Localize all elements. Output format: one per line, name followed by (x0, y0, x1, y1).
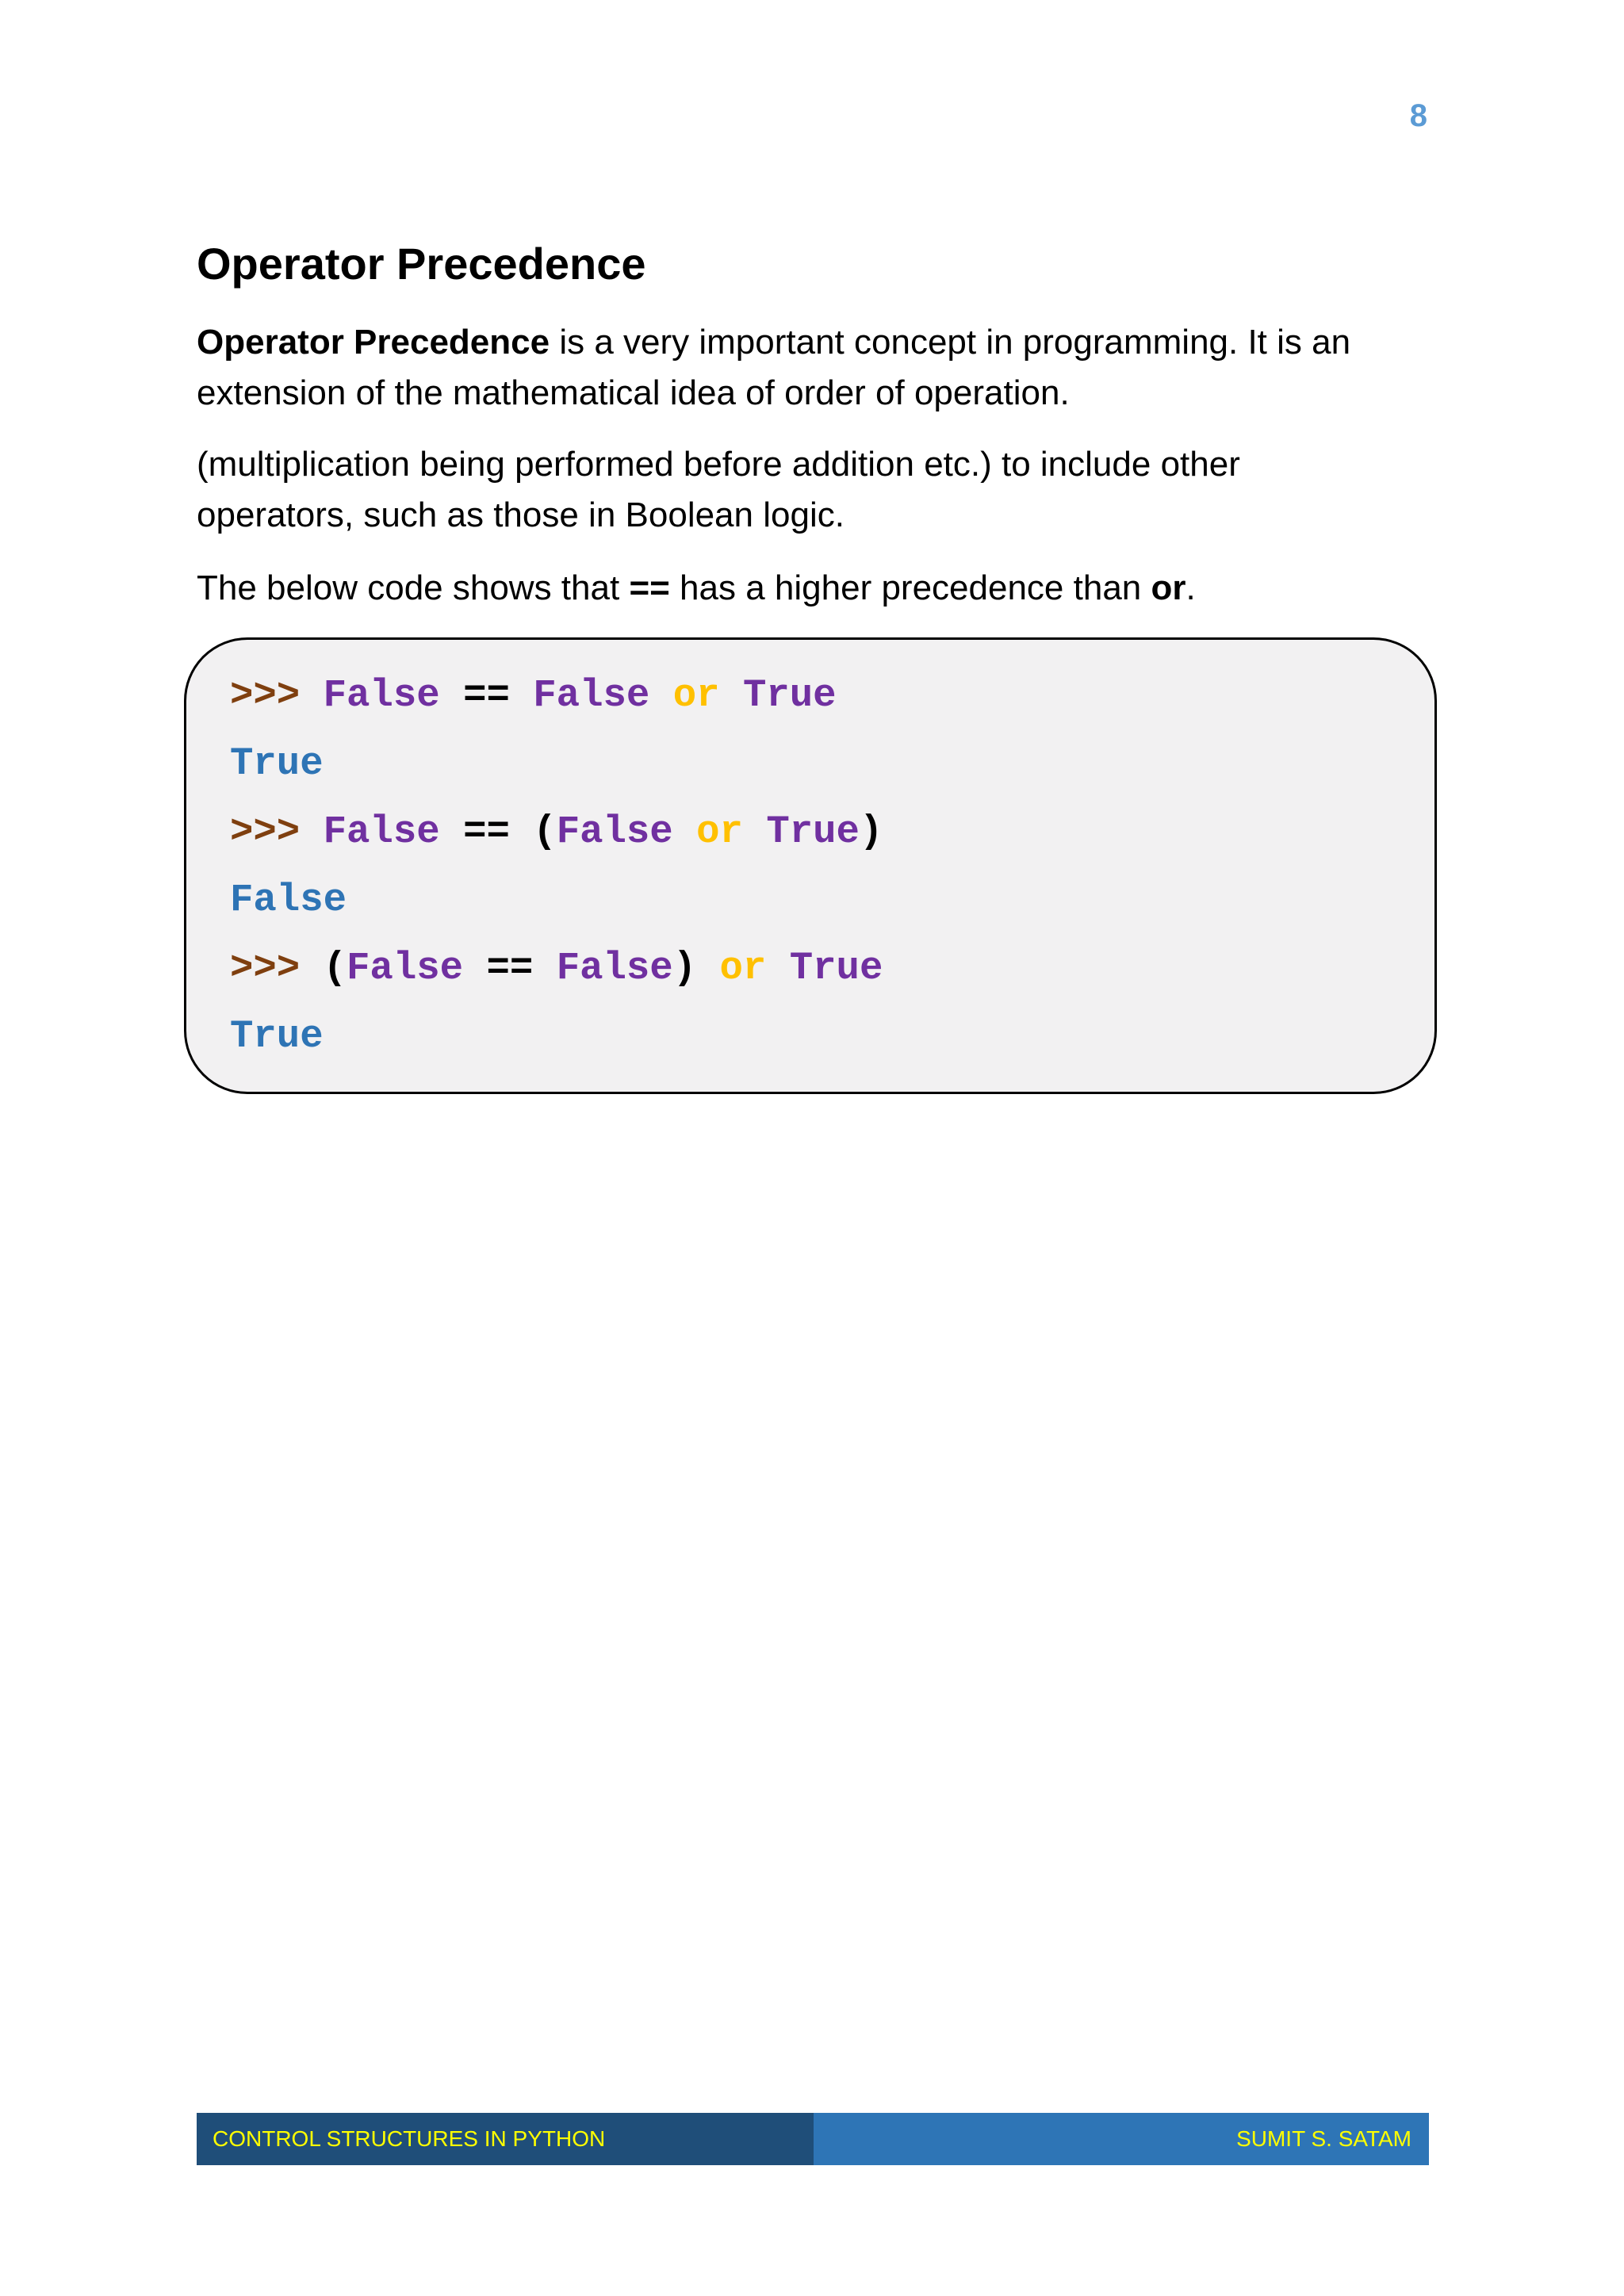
code-output: True (230, 1014, 324, 1058)
section-heading: Operator Precedence (197, 239, 646, 289)
code-line (230, 808, 883, 855)
prompt: >>> (230, 673, 301, 718)
code-block (184, 637, 1437, 1094)
paren-open: ( (323, 946, 347, 990)
paragraph-definition (197, 317, 1434, 419)
paren-close: ) (859, 809, 883, 854)
keyword-or: or (719, 946, 767, 990)
paragraph-text: The below code shows that (197, 568, 630, 607)
paragraph-text: is a very important concept in programming. It is an (550, 323, 1351, 362)
prompt: >>> (230, 809, 301, 854)
keyword-true: True (766, 809, 860, 854)
code-line (230, 672, 837, 719)
operator-eq: == (463, 809, 510, 854)
paragraph-text: extension of the mathematical idea of order of operation. (197, 373, 1070, 412)
footer-title: CONTROL STRUCTURES IN PYTHON (197, 2113, 814, 2165)
paren-close: ) (672, 946, 697, 990)
code-output: True (230, 741, 324, 786)
operator-eq: == (463, 673, 510, 718)
paragraph-text: . (1185, 568, 1196, 607)
keyword-true: True (742, 673, 837, 718)
footer-author: SUMIT S. SATAM (814, 2113, 1429, 2165)
bold-keyword: or (1151, 568, 1186, 607)
paragraph-extension (197, 439, 1434, 541)
keyword-or: or (696, 809, 743, 854)
paragraph-text: operators, such as those in Boolean logic. (197, 496, 845, 534)
keyword-false: False (556, 809, 673, 854)
keyword-false: False (323, 673, 440, 718)
bold-term: Operator Precedence (197, 323, 550, 362)
prompt: >>> (230, 946, 301, 990)
code-line (230, 944, 883, 992)
keyword-or: or (672, 673, 720, 718)
operator-eq: == (486, 946, 534, 990)
code-output: False (230, 878, 347, 922)
paragraph-text: (multiplication being performed before addition etc.) to include other (197, 445, 1240, 484)
keyword-false: False (556, 946, 673, 990)
keyword-false: False (347, 946, 464, 990)
page-number: 8 (1409, 98, 1427, 133)
paragraph-intro-code (197, 563, 1434, 614)
paren-open: ( (533, 809, 557, 854)
keyword-false: False (533, 673, 650, 718)
keyword-false: False (323, 809, 440, 854)
keyword-true: True (789, 946, 883, 990)
bold-operator: == (629, 568, 670, 607)
paragraph-text: has a higher precedence than (669, 568, 1151, 607)
